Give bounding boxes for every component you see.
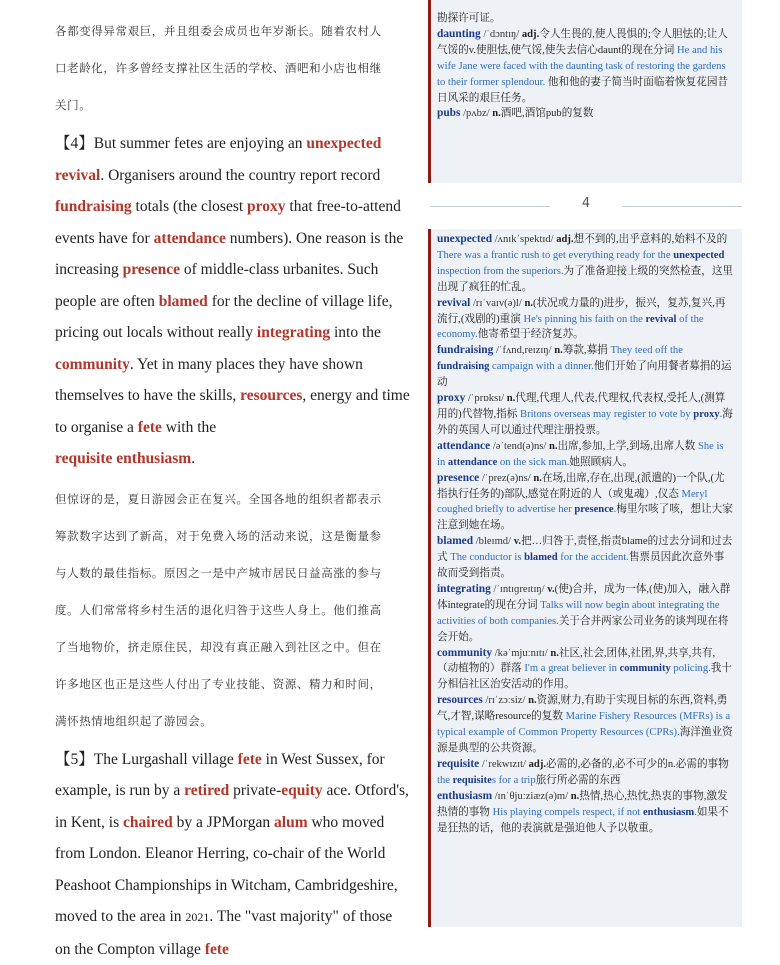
headword[interactable]: enthusiasm [437,790,492,802]
vocab-entry [437,534,734,582]
chinese-paragraph-1 [55,13,410,124]
phonetic: /əˈtend(ə)ns/ [493,441,547,452]
definition: 热情,热心,热忱,热衷的事物,激发热情的事物 [437,791,728,818]
translation: 梅里尔咳了咳，想让大家注意到她在场。 [437,504,733,531]
example: She is in [437,441,724,468]
keyword[interactable]: chaired [123,814,173,831]
keyword[interactable]: revival [55,167,100,184]
example-keyword: attendance [448,457,497,468]
phonetic: /ˈrekwɪzɪt/ [482,759,526,770]
text: into the [330,324,381,341]
example: on the sick man. [497,457,569,468]
phonetic: /ˈfʌnd,reɪzɪŋ/ [496,345,552,356]
text: for the decline of village life, pricing out locals without really [55,293,392,342]
keyword[interactable]: requisite enthusiasm [55,450,191,467]
text: numbers). One reason is the increasing [55,230,403,279]
part-of-speech: n. [571,791,580,802]
part-of-speech: n. [550,648,559,659]
example: policing. [671,663,711,674]
chinese-paragraph-4 [55,481,410,740]
example: The conductor is [450,552,524,563]
keyword[interactable]: fete [205,941,229,958]
zh-line: 许多地区也正是这些人付出了专业技能、资源、精力和时间， [55,677,382,691]
phonetic: /pʌbz/ [463,108,489,119]
example-keyword: blamed [524,552,558,563]
english-paragraph-5 [55,744,410,965]
headword[interactable]: revival [437,297,470,309]
example: campaign with a dinner. [489,361,593,372]
phonetic: /ɪnˈθjuːziæz(ə)m/ [495,791,568,802]
part-of-speech: n. [528,695,537,706]
example: of the economy. [437,314,704,341]
article-column [55,0,410,965]
zh-line: 各都变得异常艰巨，并且组委会成员也年岁渐长。随着农村人 [55,24,382,38]
headword[interactable]: pubs [437,107,460,119]
example-keyword: requisite [453,775,492,786]
headword[interactable]: proxy [437,392,465,404]
definition: 筹款,募捐 [563,345,608,356]
definition: 把…归咎于,责怪,指责blame的过去分词和过去式 [437,536,732,563]
year: 2021 [185,910,209,924]
keyword[interactable]: blamed [159,293,208,310]
zh-line: 满怀热情地组织起了游园会。 [55,714,212,728]
example-keyword: unexpected [673,250,724,261]
text: . Organisers around the country report record [100,167,380,184]
definition: 出席,参加,上学,到场,出席人数 [558,441,696,452]
english-paragraph-4 [55,128,410,475]
phonetic: /ˈprez(ə)ns/ [482,473,531,484]
translation: 旅行所必需的东西 [536,775,621,786]
vocab-entry [437,27,734,107]
definition: 令人生畏的,使人畏惧的;令人胆怯的;让人气馁的v.使胆怯,使气馁,使失去信心daunt的现在分词 [437,29,728,56]
example: inspection from the superiors. [437,266,564,277]
part-of-speech: n. [554,345,563,356]
definition: 勘探许可证。 [437,13,501,24]
text: in West Sussex, for example, is run by a [55,751,385,800]
keyword[interactable]: fete [138,419,162,436]
zh-line: 关门。 [55,98,91,112]
zh-line: 度。人们常常将乡村生活的退化归咎于这些人身上。他们推高 [55,603,382,617]
example: His playing compels respect, if not [493,807,643,818]
vocab-entry [437,343,734,391]
text: ace. Otford's, in Kent, is [55,782,409,831]
phonetic: /bleɪmd/ [476,536,511,547]
vocab-entry [437,757,734,789]
example: Meryl coughed briefly to advertise her [437,489,707,516]
vocab-entry [437,646,734,694]
text: of middle-class urbanites. Such people are often [55,261,378,310]
vocab-entry [437,693,734,757]
keyword[interactable]: unexpected [306,135,381,152]
text: totals (the closest [132,198,247,215]
translation: 他寄希望于经济复苏。 [478,329,584,340]
phonetic: /ˈdɔntɪŋ/ [483,29,519,40]
translation: 她照顾病人。 [569,457,633,468]
headword[interactable]: resources [437,694,483,706]
keyword[interactable]: retired [184,782,229,799]
example-keyword: presence [574,504,613,515]
vocab-entry [437,391,734,439]
text: with the [162,419,216,436]
keyword[interactable]: community [55,356,130,373]
keyword[interactable]: fete [238,751,262,768]
example-keyword: community [620,663,671,674]
page-number: 4 [430,196,742,211]
vocab-entry [437,296,734,344]
text: by a JPMorgan [173,814,274,831]
headword[interactable]: blamed [437,535,473,547]
headword[interactable]: community [437,647,492,659]
translation: 售票员因此次意外事故而受到指责。 [437,552,724,579]
paragraph-number: 【4】 [55,135,94,152]
text: , energy and time to organise a [55,387,410,436]
definition: 社区,社会,团体,社团,界,共享,共有,（动植物的）群落 [437,648,715,675]
example: Marine Fishery Resources (MFRs) is a typical example of Common Property Resources (CPRs). [437,711,730,738]
zh-line: 口老龄化，许多曾经支撑社区生活的学校、酒吧和小店也相继 [55,61,382,75]
definition: 想不到的,出乎意料的,始料不及的 [574,234,728,245]
definition: (使)合并，成为一体,(使)加入，融入群体integrate的现在分词 [437,584,730,611]
phonetic: /rɪˈzɔːsiz/ [485,695,525,706]
headword[interactable]: attendance [437,440,490,452]
example-keyword: revival [646,314,677,325]
example: Britons overseas may register to vote by [520,409,693,420]
example: s for a trip [492,775,536,786]
translation: 他和他的妻子简当时面临着恢复花园昔日风采的艰巨任务。 [437,77,728,104]
example: I'm a great believer in [524,663,619,674]
definition: 代理,代理人,代表,代理权,代表权,受托人,(测算用的)代替物,指标 [437,393,725,420]
text: But summer fetes are enjoying an [94,135,307,152]
zh-line: 筹款数字达到了新高，对于免费入场的活动来说，这是衡量参 [55,529,382,543]
example-keyword: proxy [693,409,719,420]
vocab-entry [437,232,734,296]
headword[interactable]: presence [437,472,479,484]
phonetic: /ˈprɒksɪ/ [468,393,504,404]
example: . [614,504,617,515]
zh-line: 与人数的最佳指标。原因之一是中产城市居民日益高涨的参与 [55,566,382,580]
definition: 资源,财力,有助于实现目标的东西,资料,勇气,才智,谋略resource的复数 [437,695,727,722]
translation: 海外的英国人可以通过代理注册投票。 [437,409,733,436]
part-of-speech: n. [492,108,501,119]
translation: 我十分相信社区治安活动的作用。 [437,663,732,690]
vocab-entry-continuation [437,11,734,27]
part-of-speech: n. [507,393,516,404]
part-of-speech: n. [549,441,558,452]
example: for the accident. [558,552,629,563]
headword[interactable]: integrating [437,583,491,595]
example: He's pinning his faith on the [524,314,646,325]
definition: (状况或力量的)进步，振兴，复苏,复兴,再流行,(戏剧的)重演 [437,298,725,325]
translation: 关于合并两家公司业务的谈判现在将会开始。 [437,616,728,643]
keyword[interactable]: equity [281,782,322,799]
zh-line: 但惊讶的是，夏日游园会正在复兴。全国各地的组织者都表示 [55,492,382,506]
part-of-speech: adj. [556,234,573,245]
example: There was a frantic rush to get everything ready for the [437,250,673,261]
paragraph-number: 【5】 [55,751,94,768]
vocab-entry [437,439,734,471]
translation: 他们开始了向用餐者募捐的运动 [437,361,732,388]
keyword[interactable]: proxy [247,198,285,215]
text: . Yet in many places they have shown themselves to have the skills, [55,356,363,405]
text: . [191,450,195,467]
text: . The "vast majority" of those on the Compton village [55,908,392,958]
example: They teed off the [610,345,682,356]
translation: 如果不是狂热的话，他的表演就是强迫他人予以敬重。 [437,807,729,834]
example: . [694,807,697,818]
definition: 必需的,必备的,必不可少的n.必需的事物 [546,759,729,770]
text: private- [229,782,281,799]
divider-line [622,206,742,207]
example: Talks will now begin about integrating the activities of both companies. [437,600,720,627]
keyword[interactable]: fundraising [55,198,132,215]
translation: 为了准备迎接上级的突然检查，这里出现了疯狂的忙乱。 [437,266,733,293]
vocab-box-main [428,229,742,927]
vocab-entry [437,471,734,535]
example: . [720,409,723,420]
phonetic: /ˈɪntɪɡreɪtɪŋ/ [493,584,544,595]
headword[interactable]: daunting [437,28,481,40]
headword[interactable]: fundraising [437,344,493,356]
part-of-speech: v. [547,584,554,595]
example-keyword: fundraising [437,361,489,372]
part-of-speech: n. [533,473,542,484]
keyword[interactable]: attendance [154,230,226,247]
keyword[interactable]: integrating [257,324,330,341]
phonetic: /ʌnɪkˈspektɪd/ [495,234,554,245]
vocab-entry [437,106,734,122]
keyword[interactable]: resources [240,387,302,404]
example: He and his wife Jane were faced with the daunting task of restoring the gardens to their former splendour. [437,45,726,88]
part-of-speech: adj. [522,29,539,40]
keyword[interactable]: alum [274,814,308,831]
part-of-speech: n. [524,298,533,309]
vocab-box-top [428,0,742,183]
vocab-entry [437,789,734,837]
part-of-speech: v. [514,536,521,547]
headword[interactable]: unexpected [437,233,492,245]
vocab-entry [437,582,734,646]
text: The Lurgashall village [94,751,238,768]
definition: 在场,出席,存在,出现,(派遣的)一个队,(尤指执行任务的)部队,感觉在附近的人（或鬼魂）,仪态 [437,473,725,500]
zh-line: 了当地物价，挤走原住民，却没有真正融入到社区之中。但在 [55,640,382,654]
part-of-speech: adj. [529,759,546,770]
definition: 酒吧,酒馆pub的复数 [501,108,594,119]
example-keyword: enthusiasm [643,807,694,818]
phonetic: /kəˈmjuːnɪtɪ/ [495,648,548,659]
keyword[interactable]: presence [123,261,180,278]
example: the [437,775,453,786]
text: who moved from London. Eleanor Herring, co-chair of the World Peashoot Championships in Witcham, Cambridgeshire, moved to the area in [55,814,398,926]
text: that free-to-attend events have for [55,198,401,247]
page-divider [430,196,742,216]
headword[interactable]: requisite [437,758,479,770]
translation: 海洋渔业资源是典型的公共资源。 [437,727,733,754]
phonetic: /rɪˈvaɪv(ə)l/ [473,298,522,309]
